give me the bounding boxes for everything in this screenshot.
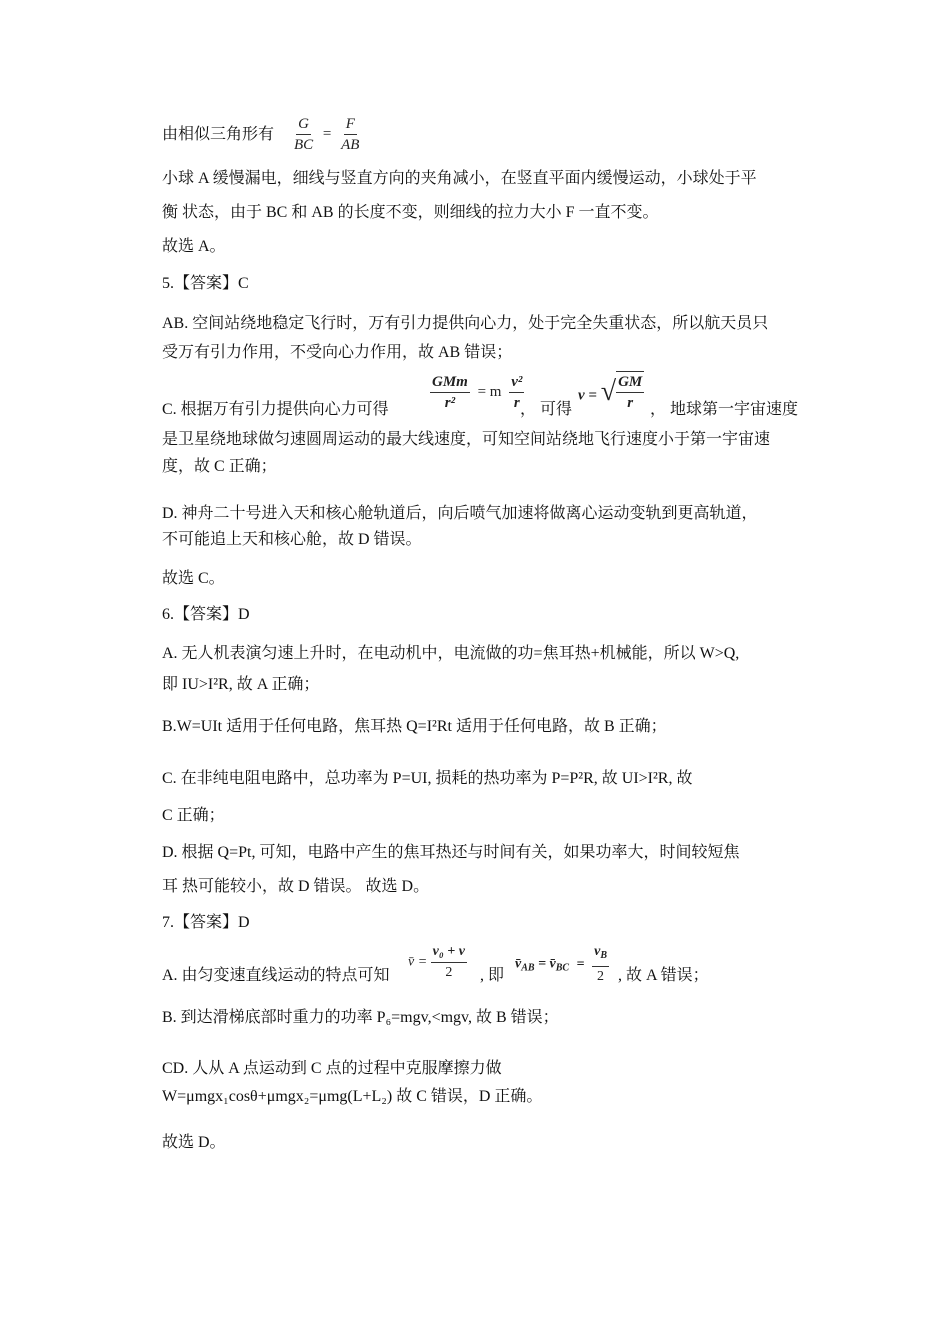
answer-heading-7: 7.【答案】D [162, 914, 250, 931]
formula-average-velocity [408, 943, 467, 982]
vbar-bc: = v̄ [538, 956, 556, 972]
equals-sign: = [576, 956, 585, 972]
equals-m: = m [477, 383, 502, 400]
text-line-15: A. 无人机表演匀速上升时，在电动机中，电流做的功=焦耳热+机械能，所以 W>Q, [162, 645, 740, 662]
text-line-24: B. 到达滑梯底部时重力的功率 P₆=mgv,<mgv, 故 B 错误； [162, 1009, 559, 1026]
text-line-23a: A. 由匀变速直线运动的特点可知 [162, 967, 390, 984]
fraction-numerator: GMm [430, 373, 470, 393]
formula-gravity-centripetal [430, 373, 524, 412]
fraction-numerator: F [344, 115, 357, 135]
text-line-17: B.W=UIt 适用于任何电路，焦耳热 Q=I²Rt 适用于任何电路，故 B 正确； [162, 718, 667, 735]
text-line-21: 耳 热可能较小，故 D 错误。 故选 D。 [162, 878, 430, 895]
equals-sign: = [322, 125, 332, 142]
fraction-denominator: r² [444, 395, 456, 411]
answer-heading-5: 5.【答案】C [162, 275, 249, 292]
fraction-numerator: $v_B$ [592, 943, 609, 967]
fraction-denominator: AB [341, 137, 360, 153]
vbar-ab: v̄ [515, 956, 522, 972]
text-line-12: 不可能追上天和核心舱，故 D 错误。 [162, 531, 422, 548]
vbar-lhs: v̄ = [408, 954, 428, 970]
velocity-lhs: v = [578, 387, 597, 404]
text-line-19: C 正确； [162, 807, 225, 824]
text-line-9: 是卫星绕地球做匀速圆周运动的最大线速度，可知空间站绕地飞行速度小于第一宇宙速 [162, 431, 771, 448]
fraction-f-ab [339, 115, 361, 154]
text-line-8c: ， 地球第一宇宙速度 [650, 401, 799, 418]
text-line-13: 故选 C。 [162, 570, 225, 587]
text-line-7: 受万有引力作用，不受向心力作用，故 AB 错误； [162, 344, 513, 361]
fraction-denominator: r [627, 395, 634, 411]
fraction-numerator: GM [616, 373, 644, 393]
answer-heading-6: 6.【答案】D [162, 606, 250, 623]
fraction-denominator: r [513, 395, 520, 411]
fraction-numerator: v² [509, 373, 524, 393]
fraction-numerator: G [296, 115, 311, 135]
text-line-4: 故选 A。 [162, 238, 226, 255]
text-line-25: CD. 人从 A 点运动到 C 点的过程中克服摩擦力做 [162, 1060, 502, 1077]
text-line-11: D. 神舟二十号进入天和核心舱轨道后，向后喷气加速将做离心运动变轨到更高轨道， [162, 505, 758, 522]
text-line-1: 由相似三角形有 [162, 126, 275, 143]
text-line-2: 小球 A 缓慢漏电，细线与竖直方向的夹角减小，在竖直平面内缓慢运动，小球处于平 [162, 170, 757, 187]
text-line-6: AB. 空间站绕地稳定飞行时，万有引力提供向心力，处于完全失重状态，所以航天员只 [162, 315, 769, 332]
text-line-23c: , 故 A 错误； [618, 967, 709, 984]
text-line-27: 故选 D。 [162, 1134, 226, 1151]
text-line-8b: ， 可得 [520, 401, 573, 418]
fraction-v0-plus-v [431, 943, 467, 982]
text-line-20: D. 根据 Q=Pt, 可知，电路中产生的焦耳热还与时间有关，如果功率大，时间较短焦 [162, 844, 740, 861]
formula-velocity-sqrt [578, 371, 644, 412]
sqrt-expression [601, 371, 645, 412]
subscript-bc: BC [555, 962, 570, 974]
text-line-16: 即 IU>I²R, 故 A 正确； [162, 676, 320, 693]
fraction-denominator: 2 [445, 965, 453, 980]
text-line-23b: , 即 [480, 967, 505, 984]
subscript-ab: AB [521, 962, 535, 974]
text-line-3: 衡 状态，由于 BC 和 AB 的长度不变，则细线的拉力大小 F 一直不变。 [162, 204, 659, 221]
text-line-10: 度，故 C 正确； [162, 458, 277, 475]
fraction-denominator: BC [294, 137, 314, 153]
text-line-8a: C. 根据万有引力提供向心力可得 [162, 401, 389, 418]
fraction-denominator: 2 [597, 969, 605, 984]
radical-sign-icon: √ [600, 375, 617, 407]
fraction-gm-r [616, 371, 644, 412]
formula-similar-triangles [292, 115, 361, 154]
fraction-g-bc [292, 115, 315, 154]
text-line-26: W=μmgx₁cosθ+μmgx₂=μmg(L+L₂) 故 C 错误，D 正确。 [162, 1088, 543, 1105]
fraction-vb-2 [592, 943, 609, 986]
formula-vab-vbc [515, 943, 609, 986]
fraction-gmm-r2 [430, 373, 470, 412]
fraction-numerator: v₀ + v [431, 943, 467, 963]
text-line-18: C. 在非纯电阻电路中，总功率为 P=UI, 损耗的热功率为 P=P²R, 故 UI>I²R, 故 [162, 770, 693, 787]
